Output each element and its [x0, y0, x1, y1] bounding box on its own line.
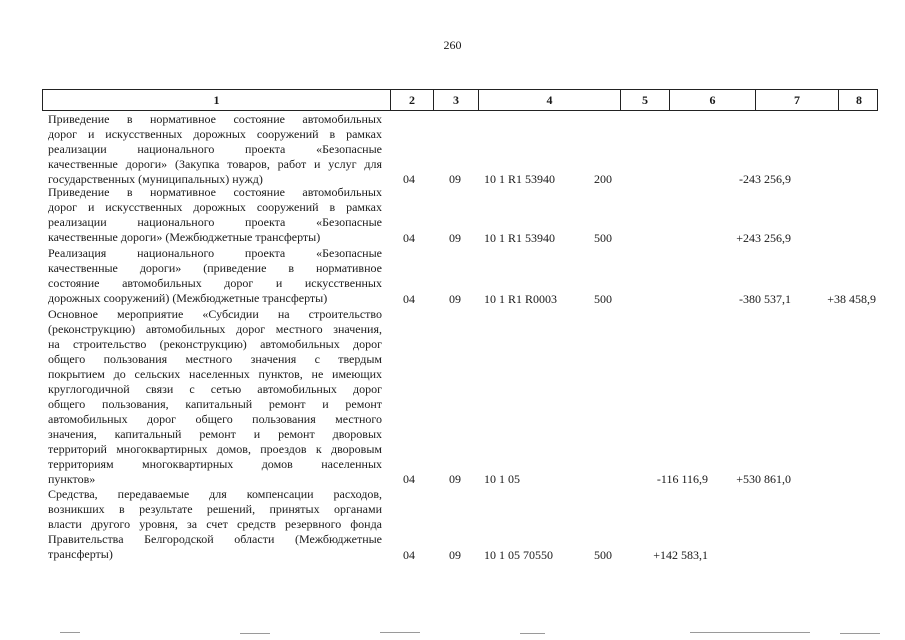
description-line: качественные дороги» (приведение в нормативное [48, 261, 382, 275]
cell-vr: 500 [594, 292, 612, 306]
description-line: качественные дороги» (Межбюджетные трансферты) [48, 230, 321, 244]
cell-prz: 09 [449, 548, 461, 562]
cell-rz: 04 [403, 172, 415, 186]
description-line: государственных (муниципальных) нужд) [48, 172, 263, 186]
cell-csr: 10 1 R1 53940 [484, 231, 556, 245]
cell-csr: 10 1 05 70550 [484, 548, 553, 562]
cell-prz: 09 [449, 292, 461, 306]
cell-rz: 04 [403, 548, 415, 562]
header-col-4: 4 [479, 90, 621, 110]
description-line: Основное мероприятие «Субсидии на строительство [48, 307, 382, 321]
description-line: общего пользования, капитальный ремонт и ремонт [48, 397, 382, 411]
header-col-3: 3 [434, 90, 479, 110]
cell-vr: 200 [594, 172, 612, 186]
row-description [48, 487, 382, 562]
header-col-5: 5 [621, 90, 670, 110]
scan-artifact [690, 632, 810, 633]
description-line: Правительства Белгородской области (Межбюджетные [48, 532, 382, 546]
description-line: значения, капитальный ремонт и ремонт дворовых [48, 427, 382, 441]
description-line: реализации национального проекта «Безопасные [48, 142, 382, 156]
scan-artifact [520, 633, 545, 634]
description-line: покрытием до сельских населенных пунктов, не имеющих [48, 367, 382, 381]
description-line: власти другого уровня, за счет средств резервного фонда [48, 517, 382, 531]
description-line: общего пользования местного значения с твердым [48, 352, 382, 366]
description-line: пунктов» [48, 472, 96, 486]
description-line: территориям многоквартирных домов населенных [48, 457, 382, 471]
header-col-8: 8 [856, 93, 862, 107]
description-line: дорожных сооружений) (Межбюджетные трансферты) [48, 291, 328, 305]
header-col-7: 7 [756, 90, 839, 110]
description-line: реализации национального проекта «Безопасные [48, 215, 382, 229]
row-description [48, 112, 382, 187]
cell-col8: +38 458,9 [827, 292, 876, 306]
description-line: Средства, передаваемые для компенсации расходов, [48, 487, 382, 501]
description-line: состояние автомобильных дорог и искусственных [48, 276, 382, 290]
cell-vr: 500 [594, 231, 612, 245]
cell-prz: 09 [449, 231, 461, 245]
cell-col7: +530 861,0 [736, 472, 791, 486]
description-line: возникших в результате решений, принятых органами [48, 502, 382, 516]
table-header [42, 89, 878, 111]
description-line: дорог и искусственных дорожных сооружений в рамках [48, 200, 382, 214]
cell-vr: 500 [594, 548, 612, 562]
description-line: дорог и искусственных дорожных сооружений в рамках [48, 127, 382, 141]
row-description [48, 246, 382, 306]
header-col-2: 2 [391, 90, 434, 110]
cell-csr: 10 1 R1 53940 [484, 172, 556, 186]
description-line: трансферты) [48, 547, 113, 561]
row-description [48, 185, 382, 245]
description-line: круглогодичной связи с сетью автомобильных дорог [48, 382, 382, 396]
description-line: Приведение в нормативное состояние автомобильных [48, 112, 382, 126]
description-line: качественные дороги» (Закупка товаров, работ и услуг для [48, 157, 382, 171]
cell-rz: 04 [403, 292, 415, 306]
description-line: Реализация национального проекта «Безопасные [48, 246, 382, 260]
description-line: автомобильных дорог общего пользования местного [48, 412, 382, 426]
scan-artifact [380, 632, 420, 633]
scan-artifact [60, 632, 80, 633]
header-col-1: 1 [43, 90, 391, 110]
row-description [48, 307, 382, 487]
cell-prz: 09 [449, 472, 461, 486]
page-number: 260 [443, 38, 462, 52]
description-line: на строительство (реконструкцию) автомобильных дорог [48, 337, 382, 351]
cell-csr: 10 1 R1 R0003 [484, 292, 558, 306]
header-col-6: 6 [670, 90, 756, 110]
cell-rz: 04 [403, 472, 415, 486]
cell-prz: 09 [449, 172, 461, 186]
cell-col6: +142 583,1 [653, 548, 708, 562]
description-line: (реконструкцию) автомобильных дорог местного значения, [48, 322, 382, 336]
cell-col6: -116 116,9 [656, 472, 708, 486]
cell-csr: 10 1 05 [484, 472, 520, 486]
scan-artifact [840, 633, 880, 634]
scan-artifact [240, 633, 270, 634]
cell-col7: -380 537,1 [739, 292, 791, 306]
cell-col7: -243 256,9 [739, 172, 791, 186]
cell-rz: 04 [403, 231, 415, 245]
cell-col7: +243 256,9 [736, 231, 791, 245]
description-line: Приведение в нормативное состояние автомобильных [48, 185, 382, 199]
description-line: территорий многоквартирных домов, проездов к дворовым [48, 442, 382, 456]
